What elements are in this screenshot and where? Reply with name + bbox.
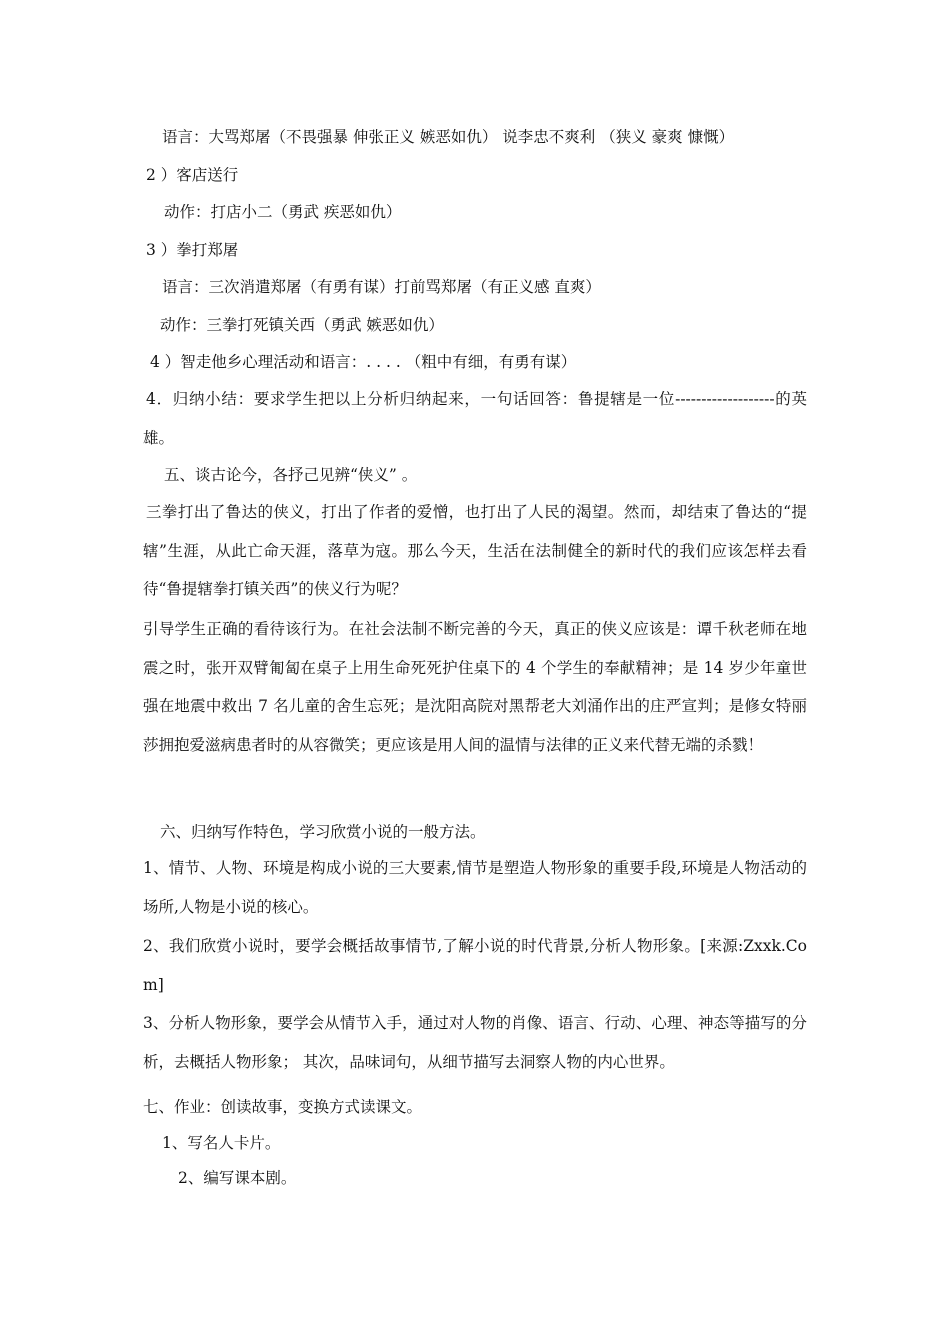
section-seven-heading: 七、作业：创读故事，变换方式读课文。: [143, 1098, 423, 1116]
paragraph-guidance: 引导学生正确的看待该行为。在社会法制不断完善的今天，真正的侠义应该是：谭千秋老师在地震之时，张开双臂匍匐在桌子上用生命死死护住桌下的 4 个学生的奉献精神；是 14 岁少年童世强在地震中救出 7 名儿童的舍生忘死；是沈阳高院对黑帮老大刘涌作出的庄严宣判；是修女特丽莎拥抱爱滋病患者时的从容微笑；更应该是用人间的温情与法律的正义来代替无端的杀戮！: [143, 620, 807, 754]
point-3-paragraph: 3、分析人物形象，要学会从情节入手，通过对人物的肖像、语言、行动、心理、神态等描写的分析，去概括人物形象； 其次，品味词句，从细节描写去洞察人物的内心世界。: [143, 1014, 807, 1071]
point-2-paragraph: 2、我们欣赏小说时，要学会概括故事情节,了解小说的时代背景,分析人物形象。[来源:Zxxk.Com]: [143, 937, 807, 994]
section-six-heading: 六、归纳写作特色，学习欣赏小说的一般方法。: [160, 823, 486, 841]
text-line-action-1: 动作：打店小二（勇武 疾恶如仇）: [164, 203, 402, 221]
homework-item-2: 2、编写课本剧。: [178, 1169, 297, 1187]
text-line-punch-zheng: 3 ）拳打郑屠: [146, 241, 239, 259]
text-line-inn-farewell: 2 ）客店送行: [146, 166, 239, 184]
homework-item-1: 1、写名人卡片。: [162, 1134, 281, 1152]
section-five-heading: 五、谈古论今，各抒己见辨“侠义” 。: [164, 466, 418, 484]
summary-paragraph: 4．归纳小结：要求学生把以上分析归纳起来，一句话回答：鲁提辖是一位-------------------的英雄。: [143, 390, 807, 447]
point-1-paragraph: 1、情节、人物、环境是构成小说的三大要素,情节是塑造人物形象的重要手段,环境是人物活动的场所,人物是小说的核心。: [143, 859, 807, 916]
text-line-language-2: 语言：三次消遣郑屠（有勇有谋）打前骂郑屠（有正义感 直爽）: [162, 278, 601, 296]
paragraph-three-punches: 三拳打出了鲁达的侠义，打出了作者的爱憎，也打出了人民的渴望。然而，却结束了鲁达的“提辖”生涯，从此亡命天涯，落草为寇。那么今天，生活在法制健全的新时代的我们应该怎样去看待“鲁提辖拳打镇关西”的侠义行为呢？: [143, 503, 807, 598]
text-line-language-1: 语言：大骂郑屠（不畏强暴 伸张正义 嫉恶如仇） 说李忠不爽利 （狭义 豪爽 慷慨）: [162, 128, 735, 146]
text-line-escape: 4 ）智走他乡心理活动和语言：. . . . （粗中有细，有勇有谋）: [150, 353, 577, 371]
text-line-action-2: 动作：三拳打死镇关西（勇武 嫉恶如仇）: [160, 316, 444, 334]
